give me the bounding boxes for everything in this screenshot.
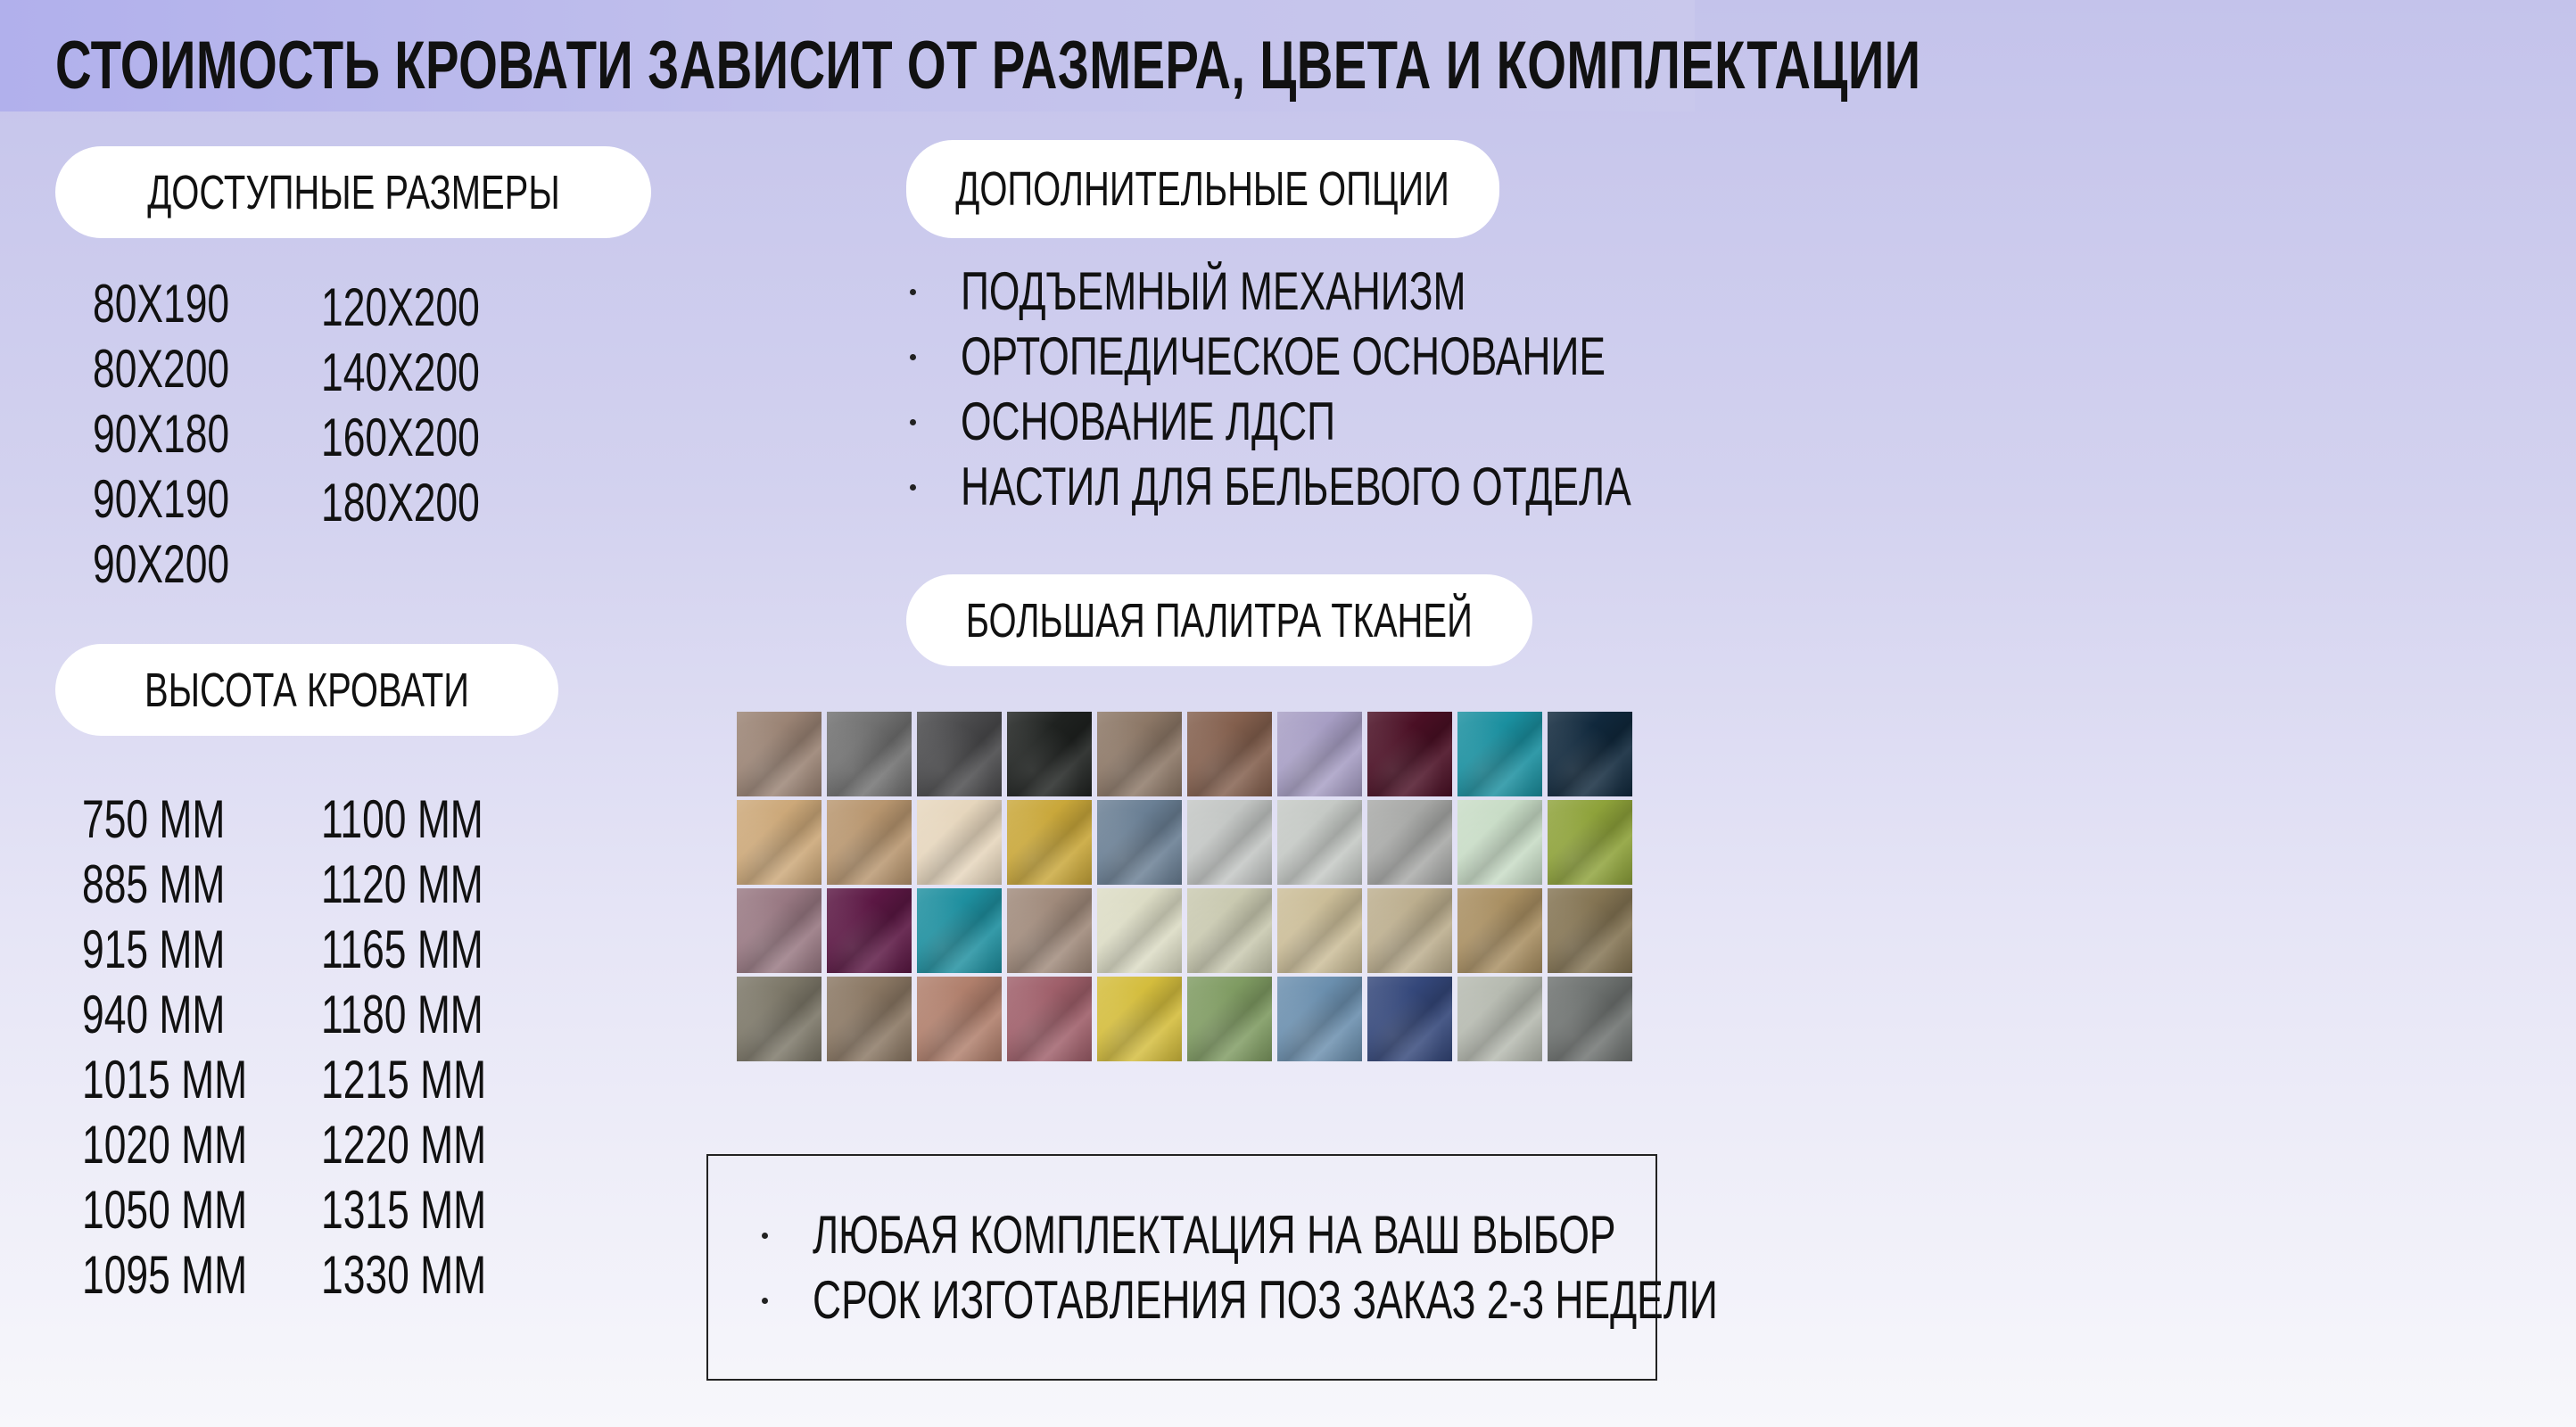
option-item: ОСНОВАНИЕ ЛДСП [910,389,1867,454]
fabric-swatch [1277,888,1362,973]
bullet-icon [762,1298,768,1304]
sizes-list-left [93,271,277,597]
bullet-icon [910,484,916,491]
size-item: 90Х200 [93,534,230,594]
fabric-swatch [827,712,912,796]
size-item: 90Х190 [93,469,230,529]
fabric-swatch [1367,800,1452,885]
bullet-icon [910,289,916,295]
fabric-swatch [1367,712,1452,796]
fabric-swatch [1548,888,1632,973]
height-list-right [321,787,544,1307]
option-item: ОРТОПЕДИЧЕСКОЕ ОСНОВАНИЕ [910,324,1867,389]
fabric-swatch [737,712,822,796]
height-item: 1050 ММ [82,1180,248,1240]
fabric-swatch [827,888,912,973]
height-item: 1015 ММ [82,1050,248,1109]
height-item: 1315 ММ [321,1180,487,1240]
fabric-swatch [1548,800,1632,885]
options-heading: ДОПОЛНИТЕЛЬНЫЕ ОПЦИИ [906,140,1499,238]
fabric-swatch [1007,888,1092,973]
height-item: 1330 ММ [321,1245,487,1305]
height-item: 915 ММ [82,920,226,979]
bullet-icon [910,354,916,360]
height-item: 1220 ММ [321,1115,487,1175]
height-item: 1120 ММ [321,854,483,914]
fabric-swatch [737,888,822,973]
fabric-swatch [1277,977,1362,1061]
fabric-swatch [917,888,1002,973]
height-item: 1165 ММ [321,920,483,979]
size-item: 90Х180 [93,404,230,464]
fabric-swatch [1277,712,1362,796]
fabric-swatch [1187,800,1272,885]
size-item: 80Х200 [93,339,230,399]
size-item: 140Х200 [321,342,480,402]
notes-box [706,1154,1718,1381]
sizes-list-right [321,275,535,535]
fabric-swatch [1367,888,1452,973]
fabric-swatch [1007,977,1092,1061]
fabric-swatch [1457,712,1542,796]
fabric-swatch [1007,800,1092,885]
fabric-swatch [1548,977,1632,1061]
option-item: НАСТИЛ ДЛЯ БЕЛЬЕВОГО ОТДЕЛА [910,454,1867,519]
fabric-swatch [1457,977,1542,1061]
fabric-swatch [1367,977,1452,1061]
height-item: 1180 ММ [321,985,483,1044]
fabric-swatch [737,800,822,885]
sizes-heading: ДОСТУПНЫЕ РАЗМЕРЫ [55,146,651,238]
size-item: 180Х200 [321,473,480,532]
note-item: СРОК ИЗГОТАВЛЕНИЯ ПОЗ ЗАКАЗ 2-3 НЕДЕЛИ [762,1267,2035,1332]
fabric-swatch [1097,888,1182,973]
height-list-left [82,787,305,1307]
fabric-swatch [917,977,1002,1061]
fabric-swatch [1277,800,1362,885]
palette-heading: БОЛЬШАЯ ПАЛИТРА ТКАНЕЙ [906,574,1532,666]
height-item: 1020 ММ [82,1115,248,1175]
height-heading: ВЫСОТА КРОВАТИ [55,644,558,736]
fabric-swatch [1457,800,1542,885]
notes-list [762,1202,2035,1332]
fabric-swatch [1187,888,1272,973]
height-item: 750 ММ [82,789,226,849]
height-item: 1215 ММ [321,1050,487,1109]
size-item: 160Х200 [321,408,480,467]
page-title: СТОИМОСТЬ КРОВАТИ ЗАВИСИТ ОТ РАЗМЕРА, ЦВЕТА И КОМПЛЕКТАЦИИ [55,28,1921,103]
fabric-swatch [1187,712,1272,796]
fabric-swatch [917,800,1002,885]
height-item: 885 ММ [82,854,226,914]
fabric-swatch-grid [737,712,1634,1063]
options-list [910,259,1867,519]
height-item: 1100 ММ [321,789,483,849]
height-item: 1095 ММ [82,1245,248,1305]
fabric-swatch [1097,712,1182,796]
fabric-swatch [1457,888,1542,973]
fabric-swatch [1548,712,1632,796]
fabric-swatch [1097,800,1182,885]
size-item: 120Х200 [321,277,480,337]
fabric-swatch [1007,712,1092,796]
note-item: ЛЮБАЯ КОМПЛЕКТАЦИЯ НА ВАШ ВЫБОР [762,1202,2035,1267]
fabric-swatch [827,977,912,1061]
option-item: ПОДЪЕМНЫЙ МЕХАНИЗМ [910,259,1867,324]
fabric-swatch [917,712,1002,796]
height-item: 940 ММ [82,985,226,1044]
size-item: 80Х190 [93,274,230,334]
fabric-swatch [1097,977,1182,1061]
fabric-swatch [1187,977,1272,1061]
bullet-icon [910,419,916,425]
fabric-swatch [827,800,912,885]
bullet-icon [762,1233,768,1239]
fabric-swatch [737,977,822,1061]
